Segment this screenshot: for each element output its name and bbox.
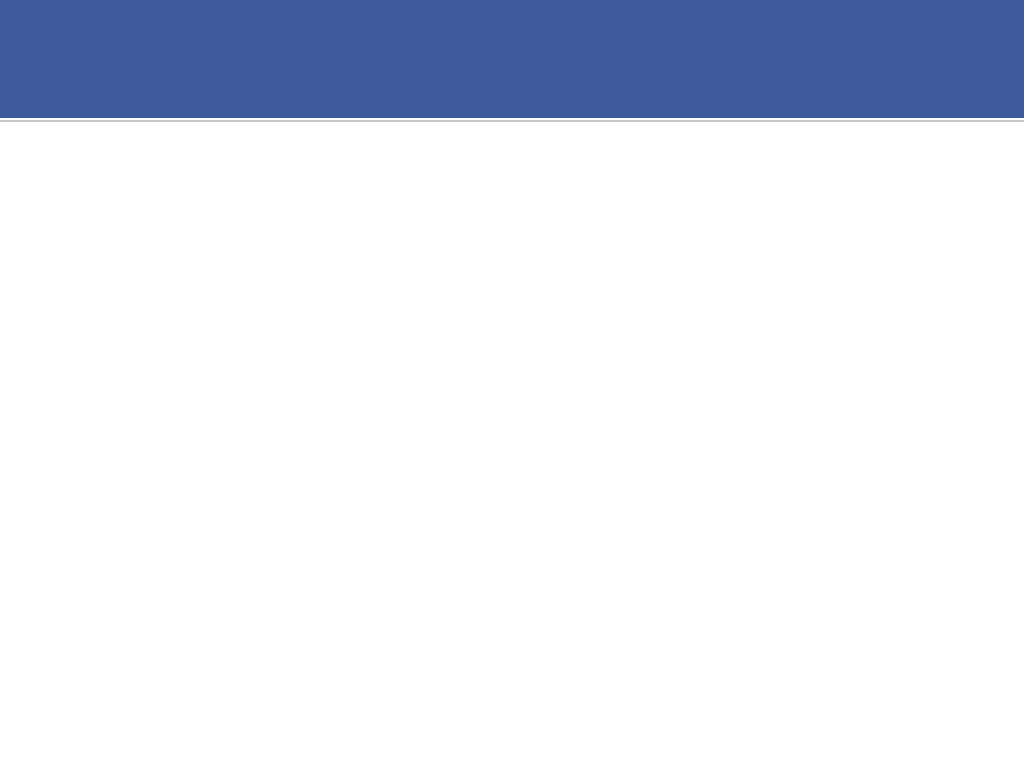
profile-matrix	[0, 120, 1024, 434]
profile-grid	[0, 122, 1024, 434]
title-bar	[0, 0, 1024, 118]
